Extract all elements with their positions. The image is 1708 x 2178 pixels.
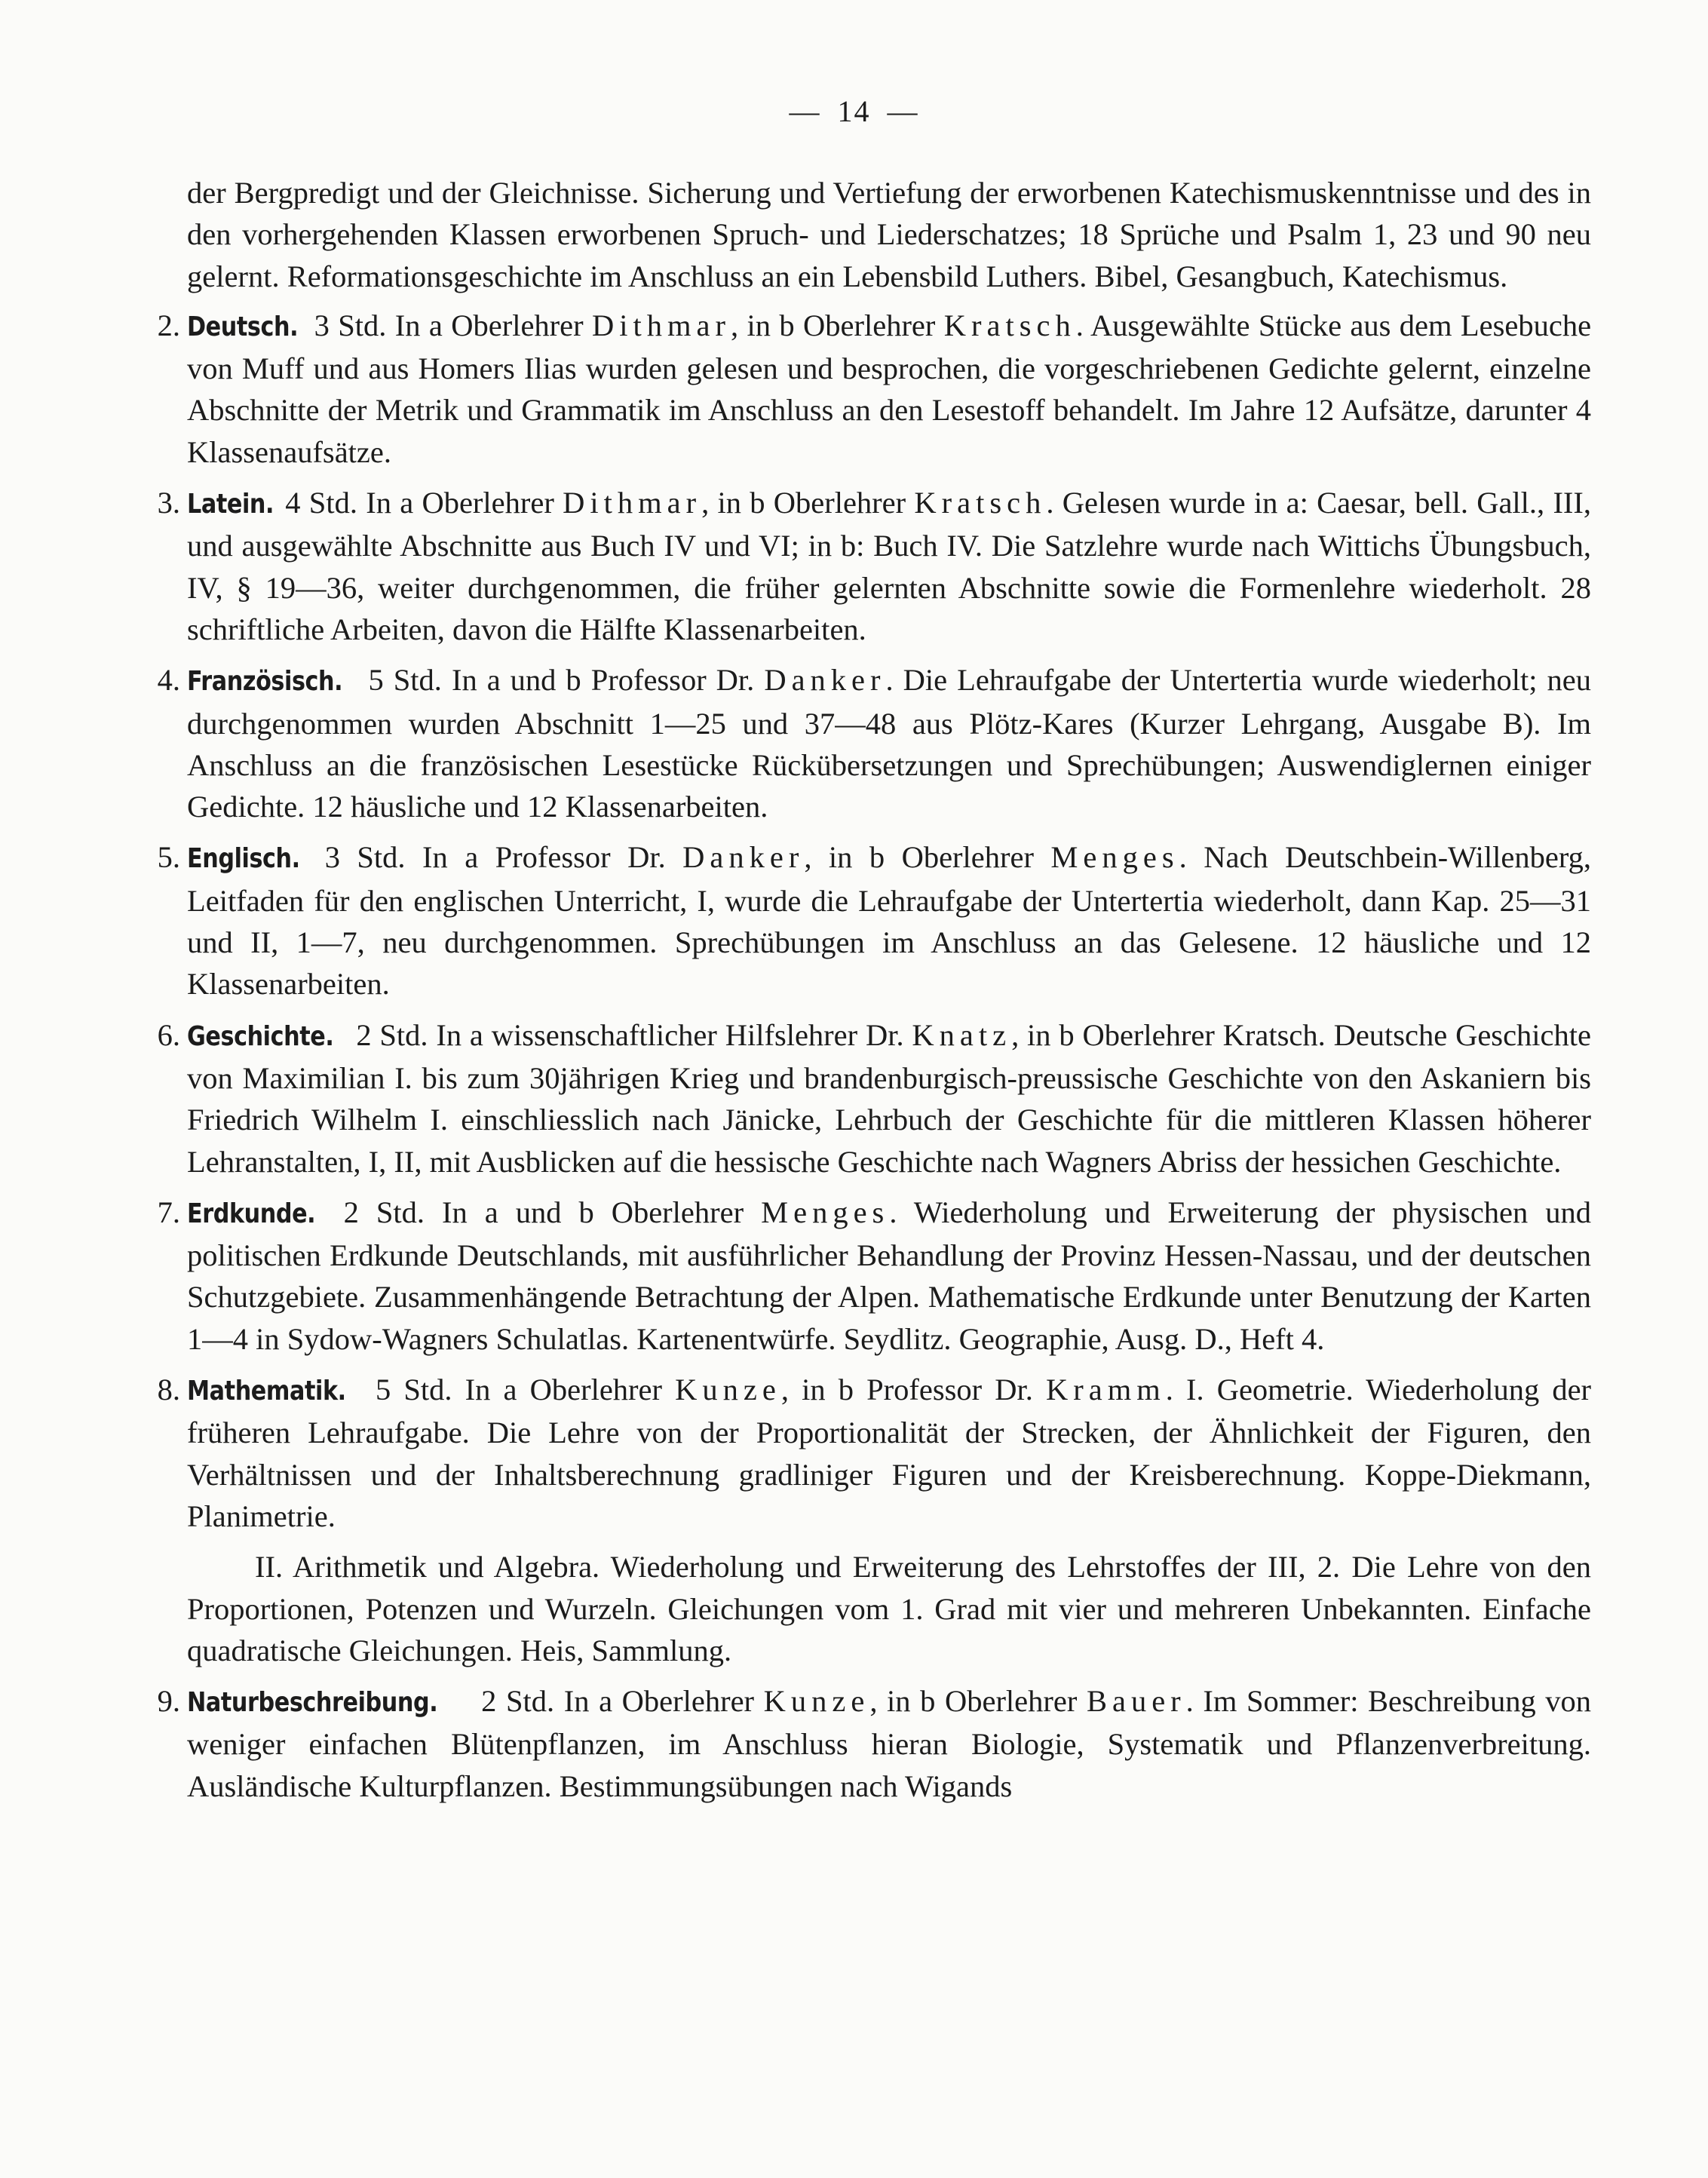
item-hours: 4 Std. [285, 486, 357, 520]
header-dash-right: — [887, 94, 919, 128]
page-body [157, 172, 1592, 1816]
item-text: , in b Oberlehrer [731, 308, 936, 342]
item-text: , in b Professor Dr. [780, 1373, 1033, 1407]
item-hours: 5 Std. [368, 663, 442, 698]
item-erdkunde [157, 1192, 1592, 1360]
item-hours: 2 Std. [481, 1684, 555, 1719]
item-number: 2. [157, 308, 180, 342]
teacher-name: Dithmar [563, 486, 702, 520]
item-text: . Ausgewählte Stücke aus dem Lesebuche von Muff und aus Homers Ilias wurden gelesen und besprochen, die vorgeschriebenen Gedichte gelernt, einzelne Abschnitte der Metrik und Grammatik im Anschluss an den Lesestoff behandelt. Im Jahre 12 Aufsätze, darunter 4 Klassenaufsätze. [187, 308, 1592, 469]
item-geschichte [157, 1014, 1591, 1183]
item-franzoesisch [157, 659, 1592, 827]
teacher-name: Danker [682, 840, 805, 875]
item-text: In a Professor Dr. [422, 840, 666, 875]
item-text: , in b Oberlehrer [869, 1684, 1078, 1719]
intro-paragraph: der Bergpredigt und der Gleichnisse. Sicherung und Vertiefung der erworbenen Katechismuskenntnisse und des in den vorhergehenden Klassen erworbenen Spruch- und Liederschatzes; 18 Sprüche und Psalm 1, 23 und 90 neu gelernt. Reformationsgeschichte im Anschluss an ein Lebensbild Luthers. Bibel, Gesangbuch, Katechismus. [187, 176, 1591, 293]
item-hours: 2 Std. [343, 1195, 425, 1229]
teacher-name: Knatz [912, 1017, 1012, 1052]
subject-heading: Französisch. [187, 666, 343, 698]
item-text: . Nach Deutschbein-Willenberg, Leitfaden für den englischen Unterricht, I, wurde die Lehraufgabe der Untertertia wiederholt, dann Kap. 25—31 und II, 1—7, neu durchgenommen. Sprechübungen im Anschluss an das Gelesene. 12 häusliche und 12 Klassenarbeiten. [187, 840, 1592, 1002]
item-text: In a und b Oberlehrer [442, 1195, 744, 1229]
teacher-name: Kratsch [914, 486, 1047, 520]
item-text: In a Oberlehrer [394, 308, 584, 342]
item-naturbeschreibung [157, 1680, 1592, 1807]
item-text: In a Oberlehrer [366, 486, 554, 520]
math-continuation: II. Arithmetik und Algebra. Wiederholung und Erweiterung des Lehrstoffes der III, 2. Die Lehre von den Proportionen, Potenzen und Wurzeln. Gleichungen vom 1. Grad mit vier und mehreren Unbekannten. Einfache quadratische Gleichungen. Heis, Sammlung. [187, 1550, 1591, 1667]
item-text: , in b Oberlehrer [701, 486, 906, 520]
item-number: 9. [157, 1684, 180, 1719]
item-number: 4. [157, 663, 180, 698]
item-deutsch [157, 305, 1592, 473]
item-mathematik [157, 1369, 1592, 1537]
subject-heading: Englisch. [187, 843, 300, 875]
item-number: 8. [157, 1373, 180, 1407]
item-text: In a und b Professor Dr. [451, 663, 755, 698]
item-text: . Im Sommer: Beschreibung von weniger einfachen Blütenpflanzen, im Anschluss hieran Biologie, Systematik und Pflanzenverbreitung. Ausländische Kulturpflanzen. Bestimmungsübungen nach Wigands [187, 1684, 1592, 1803]
item-text: . Wiederholung und Erweiterung der physischen und politischen Erdkunde Deutschlands, mit ausführlicher Behandlung der Provinz Hessen-Nassau, und der deutschen Schutzgebiete. Zusammenhängende Betrachtung der Alpen. Mathematische Erdkunde unter Benutzung der Karten 1—4 in Sydow-Wagners Schulatlas. Kartenentwürfe. Seydlitz. Geographie, Ausg. D., Heft 4. [187, 1195, 1592, 1356]
item-hours: 5 Std. [375, 1373, 452, 1407]
item-text: , in b Oberlehrer [804, 840, 1034, 875]
teacher-name: Menges [761, 1195, 890, 1229]
subject-heading: Naturbeschreibung. [187, 1687, 438, 1719]
item-text: , in b Oberlehrer Kratsch. Deutsche Geschichte von Maximilian I. bis zum 30jährigen Krieg und brandenburgisch-preussische Geschichte von den Askaniern bis Friedrich Wilhelm I. einschliesslich nach Jänicke, Lehrbuch der Geschichte für die mittleren Klassen höherer Lehranstalten, I, II, mit Ausblicken auf die hessische Geschichte nach Wagners Abriss der hessichen Geschichte. [187, 1017, 1591, 1179]
item-text: In a wissenschaftlicher Hilfslehrer Dr. [436, 1017, 904, 1052]
item-latein [157, 482, 1592, 650]
teacher-name: Danker [764, 663, 886, 698]
item-englisch [157, 836, 1592, 1005]
page-number: 14 [837, 94, 871, 128]
subject-heading: Erdkunde. [187, 1198, 316, 1229]
item-number: 7. [157, 1195, 180, 1229]
item-text: . Die Lehraufgabe der Untertertia wurde wiederholt; neu durchgenommen wurden Abschnitt 1—25 und 37—48 aus Plötz-Kares (Kurzer Lehrgang, Ausgabe B). Im Anschluss an die französischen Lesestücke Rückübersetzungen und Sprechübungen; Auswendiglernen einiger Gedichte. 12 häusliche und 12 Klassenarbeiten. [187, 663, 1592, 824]
subject-heading: Geschichte. [187, 1020, 334, 1052]
teacher-name: Kunze [763, 1684, 870, 1719]
teacher-name: Menges [1050, 840, 1179, 875]
teacher-name: Dithmar [592, 308, 731, 342]
item-hours: 2 Std. [356, 1017, 428, 1052]
subject-heading: Deutsch. [187, 311, 299, 342]
teacher-name: Kramm [1046, 1373, 1166, 1407]
item-number: 5. [157, 840, 180, 875]
subject-heading: Latein. [187, 489, 274, 520]
item-hours: 3 Std. [324, 840, 406, 875]
item-text: In a Oberlehrer [465, 1373, 663, 1407]
item-text: In a Oberlehrer [563, 1684, 755, 1719]
page-header [0, 94, 1708, 129]
item-number: 3. [157, 486, 180, 520]
subject-heading: Mathematik. [187, 1376, 346, 1407]
item-hours: 3 Std. [314, 308, 387, 342]
teacher-name: Kunze [675, 1373, 781, 1407]
item-text: . I. Geometrie. Wiederholung der früheren Lehraufgabe. Die Lehre von der Proportionalität der Strecken, der Ähnlichkeit der Figuren, den Verhältnissen und der Inhaltsberechnung gradliniger Figuren und der Kreisberechnung. Koppe-Diekmann, Planimetrie. [187, 1373, 1592, 1533]
item-number: 6. [157, 1017, 180, 1052]
teacher-name: Kratsch [943, 308, 1076, 342]
header-dash-left: — [789, 94, 821, 128]
teacher-name: Bauer [1086, 1684, 1186, 1719]
item-text: . Gelesen wurde in a: Caesar, bell. Gall., III, und ausgewählte Abschnitte aus Buch IV und VI; in b: Buch IV. Die Satzlehre wurde nach Wittichs Übungsbuch, IV, § 19—36, weiter durchgenommen, die früher gelernten Abschnitte sowie die Formenlehre wiederholt. 28 schriftliche Arbeiten, davon die Hälfte Klassenarbeiten. [187, 486, 1592, 646]
